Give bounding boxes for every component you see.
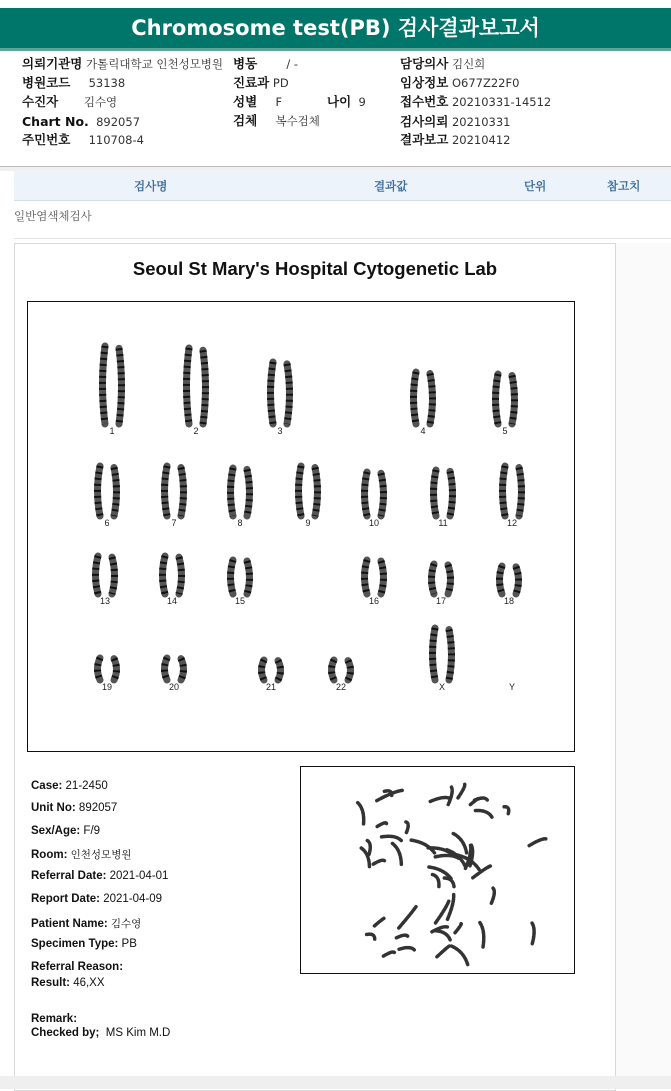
chromosome-label-10: 10 [368, 518, 380, 528]
result-table-header [14, 171, 671, 201]
lab-title: Seoul St Mary's Hospital Cytogenetic Lab [132, 258, 498, 279]
chromosome-pair-19 [98, 658, 117, 680]
metaphase-chromosome [504, 807, 509, 814]
chromosome-pair-6 [98, 466, 117, 516]
metaphase-chromosome [399, 948, 414, 950]
chromosome-label-12: 12 [506, 518, 518, 528]
ward-row: 병동 / - [233, 56, 299, 71]
report-title: Chromosome test(PB) 검사결과보고서 [0, 8, 671, 51]
chromosome-label-6: 6 [104, 518, 110, 528]
chromosome-pair-7 [165, 466, 184, 516]
chromosome-label-9: 9 [305, 518, 311, 528]
chromosome-pair-21 [262, 660, 281, 680]
report-date-row: 결과보고 20210412 [400, 132, 511, 147]
metaphase-chromosome [458, 784, 465, 798]
result-field: Result: 46,XX [31, 977, 105, 989]
chromosome-label-5: 5 [502, 426, 508, 436]
metaphase-chromosome [437, 946, 449, 957]
metaphase-chromosome [432, 875, 438, 887]
remark-field: Remark: [31, 1013, 78, 1025]
chromosome-label-15: 15 [234, 596, 246, 606]
chromosome-label-21: 21 [265, 682, 277, 692]
chromosome-pair-18 [500, 566, 519, 594]
karyogram-panel [27, 301, 575, 752]
metaphase-chromosome [480, 923, 484, 947]
unit-field: Unit No: 892057 [31, 802, 118, 814]
institution-row: 의뢰기관명 가톨릭대학교 인천성모병원 [22, 56, 224, 71]
metaphase-chromosome [435, 931, 450, 940]
metaphase-chromosome [448, 787, 452, 804]
dept-row: 진료과 PD [233, 75, 289, 90]
idnum-row: 주민번호 110708-4 [22, 132, 144, 147]
referral-date-field: Referral Date: 2021-04-01 [31, 870, 169, 882]
chromosome-label-16: 16 [368, 596, 380, 606]
footer-band [0, 1076, 671, 1089]
patient-name-field: Patient Name: 김수영 [31, 918, 142, 930]
specimen-type-field: Specimen Type: PB [31, 938, 137, 950]
chromosome-label-Y: Y [508, 682, 516, 692]
sexage-field: Sex/Age: F/9 [31, 825, 101, 837]
metaphase-chromosome [470, 799, 478, 805]
room-field: Room: 인천성모병원 [31, 849, 132, 861]
chromosome-label-19: 19 [101, 682, 113, 692]
test-category: 일반염색체검사 [14, 209, 92, 223]
specimen-row: 검체 복수검체 [233, 113, 320, 128]
chart-row: Chart No. 892057 [22, 114, 141, 129]
karyogram [28, 302, 574, 751]
doctor-row: 담당의사 김신희 [400, 56, 486, 71]
metaphase-chromosome [447, 894, 453, 920]
metaphase-chromosome [430, 797, 449, 801]
metaphase-chromosome [399, 907, 416, 928]
report-date-field: Report Date: 2021-04-09 [31, 893, 163, 905]
sex-row: 성별 F [233, 94, 283, 109]
age-row: 나이 9 [327, 94, 366, 109]
divider [14, 238, 671, 239]
chromosome-label-1: 1 [109, 426, 115, 436]
metaphase-chromosome [358, 803, 364, 824]
referral-reason-field: Referral Reason: [31, 961, 124, 973]
chromosome-pair-4 [414, 372, 433, 424]
col-header-name[interactable]: 검사명 [134, 179, 168, 193]
chromosome-pair-5 [496, 374, 515, 424]
chromosome-label-8: 8 [237, 518, 243, 528]
chromosome-pair-8 [231, 468, 250, 516]
chromosome-pair-17 [432, 564, 451, 594]
chromosome-pair-11 [434, 470, 453, 516]
patient-info-panel [0, 52, 671, 167]
case-field: Case: 21-2450 [31, 780, 108, 792]
metaphase-chromosome [451, 946, 467, 964]
receipt-row: 접수번호 20210331-14512 [400, 94, 552, 109]
metaphase-chromosome [453, 834, 466, 853]
side-margin [614, 243, 671, 1089]
metaphase-chromosome [367, 934, 375, 939]
chromosome-label-2: 2 [193, 426, 199, 436]
metaphase-chromosome [367, 841, 370, 855]
chromosome-label-22: 22 [335, 682, 347, 692]
metaphase-chromosome [529, 839, 546, 846]
col-header-reference[interactable]: 참고치 [607, 179, 641, 193]
chromosome-label-X: X [438, 682, 446, 692]
chromosome-pair-22 [332, 660, 351, 680]
metaphase-chromosome [491, 888, 494, 903]
metaphase-chromosome [373, 860, 384, 864]
chromosome-pair-14 [163, 556, 182, 594]
metaphase-chromosome [361, 848, 370, 867]
metaphase-chromosome [406, 822, 408, 833]
metaphase-chromosome [475, 811, 491, 818]
chromosome-label-13: 13 [99, 596, 111, 606]
metaphase-spread [301, 767, 574, 973]
metaphase-spread-panel [300, 766, 575, 974]
chromosome-label-4: 4 [420, 426, 426, 436]
metaphase-chromosome [532, 923, 534, 944]
chromosome-label-11: 11 [438, 518, 448, 528]
metaphase-chromosome [382, 836, 402, 840]
patient-row: 수진자 김수영 [22, 94, 118, 109]
chromosome-label-20: 20 [168, 682, 180, 692]
metaphase-chromosome [455, 924, 461, 933]
chromosome-pair-10 [365, 472, 384, 516]
chromosome-pair-2 [187, 348, 206, 424]
col-header-unit[interactable]: 단위 [524, 179, 547, 193]
metaphase-chromosome [377, 823, 386, 827]
chromosome-label-3: 3 [277, 426, 283, 436]
chromosome-pair-12 [503, 466, 522, 516]
metaphase-chromosome [395, 935, 408, 938]
chromosome-pair-16 [365, 560, 384, 594]
col-header-result[interactable]: 결과값 [374, 179, 408, 193]
hospcode-row: 병원코드 53138 [22, 75, 126, 90]
checked-by-field: Checked by; MS Kim M.D [31, 1027, 171, 1039]
chromosome-label-7: 7 [171, 518, 177, 528]
clinical-row: 임상정보 O677Z22F0 [400, 75, 520, 90]
chromosome-pair-1 [103, 346, 122, 424]
chromosome-pair-9 [299, 466, 318, 516]
chromosome-label-14: 14 [166, 596, 178, 606]
chromosome-pair-15 [231, 560, 250, 594]
chromosome-label-17: 17 [435, 596, 447, 606]
chromosome-label-18: 18 [503, 596, 515, 606]
metaphase-chromosome [392, 843, 401, 864]
metaphase-chromosome [374, 918, 385, 926]
chromosome-pair-13 [96, 556, 115, 594]
metaphase-chromosome [382, 952, 394, 957]
chromosome-pair-3 [271, 362, 290, 424]
chromosome-pair-X [433, 628, 452, 680]
request-row: 검사의뢰 20210331 [400, 114, 511, 129]
chromosome-pair-20 [165, 658, 184, 680]
karyotype-report-image [14, 243, 616, 1091]
